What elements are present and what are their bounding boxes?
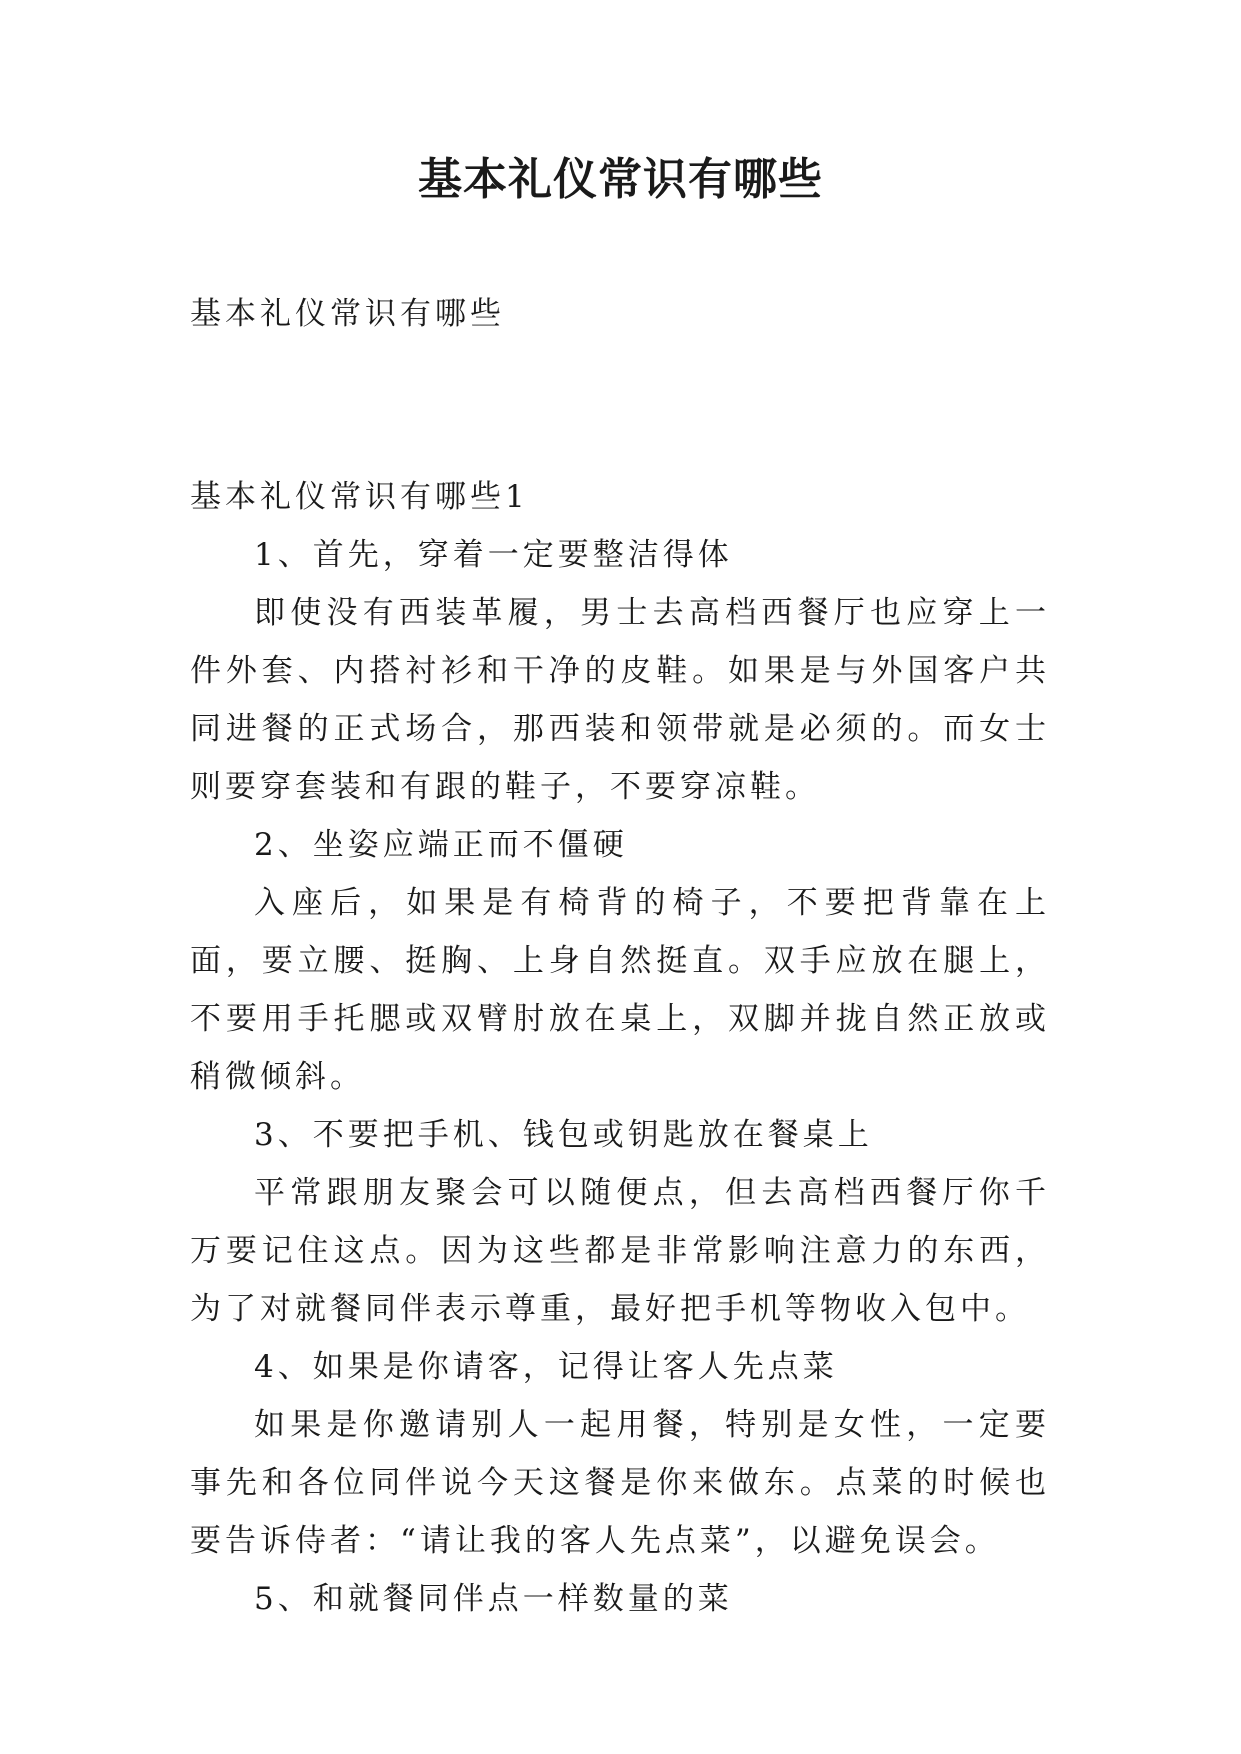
document-subtitle: 基本礼仪常识有哪些 bbox=[190, 296, 505, 332]
document-content bbox=[190, 468, 1050, 1628]
item-body: 平常跟朋友聚会可以随便点，但去高档西餐厅你千万要记住这点。因为这些都是非常影响注意力的东西，为了对就餐同伴表示尊重，最好把手机等物收入包中。 bbox=[190, 1175, 1050, 1327]
item-body: 入座后，如果是有椅背的椅子，不要把背靠在上面，要立腰、挺胸、上身自然挺直。双手应放在腿上，不要用手托腮或双臂肘放在桌上，双脚并拢自然正放或稍微倾斜。 bbox=[190, 885, 1050, 1095]
item-heading: 5、和就餐同伴点一样数量的菜 bbox=[254, 1581, 733, 1617]
item-body: 即使没有西装革履，男士去高档西餐厅也应穿上一件外套、内搭衬衫和干净的皮鞋。如果是与外国客户共同进餐的正式场合，那西装和领带就是必须的。而女士则要穿套装和有跟的鞋子，不要穿凉鞋。 bbox=[190, 595, 1050, 805]
document-title: 基本礼仪常识有哪些 bbox=[418, 154, 823, 205]
section-heading: 基本礼仪常识有哪些1 bbox=[190, 479, 529, 515]
item-heading: 4、如果是你请客，记得让客人先点菜 bbox=[254, 1349, 838, 1385]
item-body: 如果是你邀请别人一起用餐，特别是女性，一定要事先和各位同伴说今天这餐是你来做东。点菜的时候也要告诉侍者：“请让我的客人先点菜”，以避免误会。 bbox=[190, 1407, 1050, 1559]
item-heading: 3、不要把手机、钱包或钥匙放在餐桌上 bbox=[254, 1117, 873, 1153]
item-heading: 1、首先，穿着一定要整洁得体 bbox=[254, 537, 733, 573]
item-heading: 2、坐姿应端正而不僵硬 bbox=[254, 827, 628, 863]
